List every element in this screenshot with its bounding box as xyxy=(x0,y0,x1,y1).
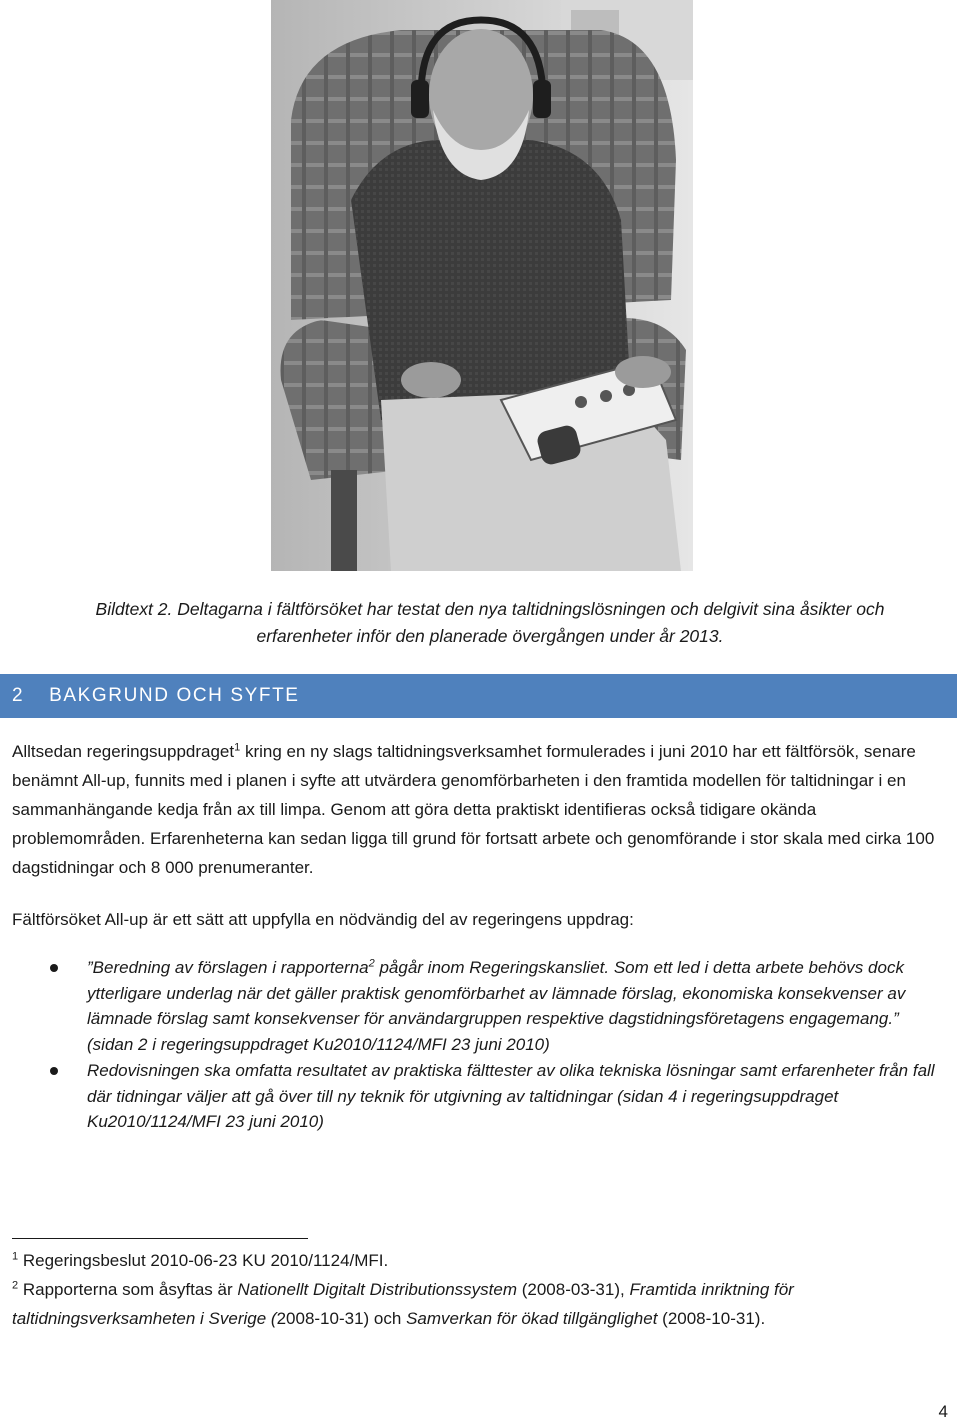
bullet-1-text-b: pågår inom Regeringskansliet. Som ett led i detta arbete behövs dock ytterligare underlag när det gäller praktisk genomförbarhet av lämnade förslag, ekonomiska konsekvenser av lämnade förslag samt konsekvenser för användargruppen respektive dagstidningsföretagens engagemang.” (sidan 2 i regeringsuppdraget Ku2010/1124/MFI 23 juni 2010) xyxy=(87,958,906,1054)
bullet-2-text: Redovisningen ska omfatta resultatet av praktiska fälttester av olika tekniska lösningar samt erfarenheter från fall där tidningar väljer att gå över till ny teknik för utgivning av taltidningar (sidan 4 i regeringsuppdraget Ku2010/1124/MFI 23 juni 2010) xyxy=(87,1061,935,1131)
footnote-2-text-a: Rapporterna som åsyftas är xyxy=(18,1280,238,1299)
footnote-2-number: 2 xyxy=(12,1279,19,1292)
footnote-ref-2: 2 xyxy=(368,957,375,970)
footnote-divider xyxy=(12,1238,308,1239)
footnote-2-title-1: Nationellt Digitalt Distributionssystem xyxy=(237,1280,517,1299)
footnote-1-text: Regeringsbeslut 2010-06-23 KU 2010/1124/MFI. xyxy=(18,1251,389,1270)
section-title: BAKGRUND OCH SYFTE xyxy=(49,685,300,706)
section-heading xyxy=(0,674,957,718)
footnote-2-title-3: Samverkan för ökad tillgänglighet xyxy=(406,1309,658,1328)
bullet-icon xyxy=(50,964,58,972)
intro-paragraph xyxy=(12,737,942,882)
section-number: 2 xyxy=(12,685,24,706)
article-photo xyxy=(271,0,693,571)
page-number: 4 xyxy=(938,1402,948,1421)
bullet-1-text-a: ”Beredning av förslagen i rapporterna xyxy=(87,958,369,977)
footnotes xyxy=(12,1246,942,1333)
bullet-1-text xyxy=(87,955,947,1057)
footnote-2 xyxy=(12,1275,942,1333)
mission-paragraph: Fältförsöket All-up är ett sätt att uppfylla en nödvändig del av regeringens uppdrag: xyxy=(12,910,634,929)
intro-text-b: kring en ny slags taltidningsverksamhet formulerades i juni 2010 har ett fältförsök, senare benämnt All-up, funnits med i planen i syfte att utvärdera genomförbarheten i den framtida modellen för taltidningar i en sammanhängande kedja från ax till limpa. Genom att göra detta praktiskt identifieras också tidigare okända problemområden. Erfarenheterna kan sedan ligga till grund för fortsatt arbete och genomförande i stor skala med cirka 100 dagstidningar och 8 000 prenumeranter. xyxy=(12,742,935,877)
intro-text-a: Alltsedan regeringsuppdraget xyxy=(12,742,235,761)
footnote-2-text-d: (2008-10-31). xyxy=(657,1309,766,1328)
footnote-2-text-b: (2008-03-31), xyxy=(517,1280,630,1299)
photo-caption xyxy=(50,596,930,650)
footnote-1 xyxy=(12,1246,942,1275)
footnote-1-number: 1 xyxy=(12,1250,19,1263)
footnote-ref-1: 1 xyxy=(234,741,241,754)
bullet-icon xyxy=(50,1067,58,1075)
footnote-2-text-c: 2008-10-31) och xyxy=(276,1309,407,1328)
caption-line-2: erfarenheter inför den planerade övergången under år 2013. xyxy=(256,626,724,646)
footnote-2-title-2: Framtida inriktning för taltidningsverksamheten i Sverige ( xyxy=(12,1280,794,1328)
photo-man-with-headphones-and-player-icon xyxy=(271,0,693,571)
caption-line-1: Bildtext 2. Deltagarna i fältförsöket har testat den nya taltidningslösningen och delgivit sina åsikter och xyxy=(95,599,885,619)
